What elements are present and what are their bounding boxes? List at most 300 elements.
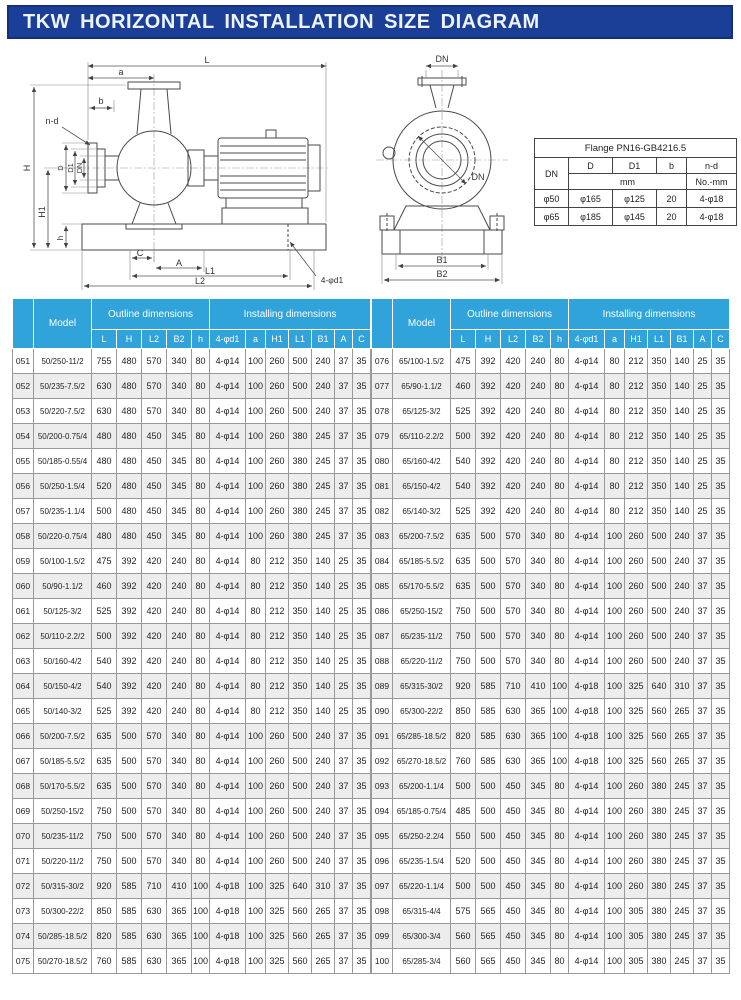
value-cell: 500	[476, 624, 501, 649]
header-col-10: A	[694, 330, 712, 349]
value-cell: 100	[605, 749, 625, 774]
value-cell: 240	[312, 849, 335, 874]
dim-label-D1: D1	[66, 163, 75, 173]
value-cell: 500	[117, 849, 142, 874]
value-cell: 100	[246, 774, 266, 799]
model-cell: 65/160-4/2	[393, 449, 451, 474]
value-cell: 35	[712, 624, 730, 649]
table-row	[372, 449, 730, 474]
value-cell: 37	[335, 399, 353, 424]
model-cell: 50/200-0.75/4	[34, 424, 92, 449]
value-cell: 500	[117, 824, 142, 849]
flange-cell: φ65	[535, 208, 569, 226]
value-cell: 480	[117, 424, 142, 449]
value-cell: 80	[192, 649, 210, 674]
value-cell: 570	[501, 624, 526, 649]
value-cell: 240	[671, 624, 694, 649]
value-cell: 80	[246, 674, 266, 699]
model-cell: 65/270-18.5/2	[393, 749, 451, 774]
dim-label-D: D	[56, 165, 65, 171]
value-cell: 570	[501, 549, 526, 574]
value-cell: 80	[192, 799, 210, 824]
table-row	[372, 699, 730, 724]
value-cell: 500	[289, 374, 312, 399]
value-cell: 80	[551, 374, 569, 399]
value-cell: 345	[526, 774, 551, 799]
value-cell: 100	[192, 874, 210, 899]
value-cell: 80	[605, 399, 625, 424]
row-number-cell: 078	[372, 399, 393, 424]
value-cell: 35	[712, 374, 730, 399]
table-row	[13, 349, 371, 374]
value-cell: 380	[648, 849, 671, 874]
value-cell: 635	[451, 574, 476, 599]
page-title-bar	[7, 5, 733, 39]
value-cell: 240	[167, 574, 192, 599]
value-cell: 392	[117, 674, 142, 699]
dim-label-DN: DN	[75, 162, 84, 174]
value-cell: 450	[142, 524, 167, 549]
value-cell: 25	[335, 549, 353, 574]
value-cell: 345	[526, 824, 551, 849]
model-cell: 50/100-1.5/2	[34, 549, 92, 574]
value-cell: 480	[117, 374, 142, 399]
value-cell: 750	[92, 799, 117, 824]
value-cell: 450	[501, 774, 526, 799]
table-row	[372, 424, 730, 449]
value-cell: 80	[551, 524, 569, 549]
value-cell: 4-φ18	[569, 749, 605, 774]
value-cell: 35	[712, 674, 730, 699]
value-cell: 380	[648, 949, 671, 974]
value-cell: 37	[694, 774, 712, 799]
value-cell: 4-φ14	[210, 524, 246, 549]
table-row	[372, 474, 730, 499]
value-cell: 35	[712, 424, 730, 449]
value-cell: 365	[167, 949, 192, 974]
value-cell: 35	[712, 599, 730, 624]
value-cell: 520	[451, 849, 476, 874]
table-row	[372, 599, 730, 624]
table-row	[372, 849, 730, 874]
value-cell: 37	[335, 474, 353, 499]
value-cell: 260	[266, 524, 289, 549]
value-cell: 140	[671, 499, 694, 524]
value-cell: 35	[353, 774, 371, 799]
value-cell: 4-φ18	[210, 899, 246, 924]
value-cell: 4-φ18	[569, 674, 605, 699]
value-cell: 4-φ14	[210, 449, 246, 474]
value-cell: 325	[625, 749, 648, 774]
value-cell: 500	[648, 649, 671, 674]
value-cell: 35	[353, 674, 371, 699]
value-cell: 25	[694, 374, 712, 399]
value-cell: 245	[671, 774, 694, 799]
value-cell: 570	[142, 724, 167, 749]
value-cell: 500	[92, 499, 117, 524]
value-cell: 35	[353, 899, 371, 924]
value-cell: 35	[712, 399, 730, 424]
flange-cell: 4-φ18	[687, 208, 737, 226]
value-cell: 100	[605, 774, 625, 799]
row-number-cell: 091	[372, 724, 393, 749]
value-cell: 380	[648, 874, 671, 899]
model-cell: 65/300-3/4	[393, 924, 451, 949]
flange-table-title: Flange PN16-GB4216.5	[535, 139, 737, 158]
model-cell: 50/185-5.5/2	[34, 749, 92, 774]
header-col-6: a	[246, 330, 266, 349]
dim-label-DN-inner: DN	[471, 172, 485, 182]
value-cell: 4-φ14	[210, 574, 246, 599]
row-number-cell: 067	[13, 749, 34, 774]
value-cell: 365	[167, 924, 192, 949]
value-cell: 820	[451, 724, 476, 749]
table-row	[13, 924, 371, 949]
value-cell: 260	[625, 574, 648, 599]
value-cell: 80	[192, 624, 210, 649]
value-cell: 35	[712, 899, 730, 924]
value-cell: 4-φ18	[210, 949, 246, 974]
value-cell: 140	[671, 474, 694, 499]
row-number-cell: 054	[13, 424, 34, 449]
row-number-cell: 080	[372, 449, 393, 474]
value-cell: 100	[605, 824, 625, 849]
value-cell: 4-φ14	[210, 399, 246, 424]
header-col-5: 4-φd1	[569, 330, 605, 349]
model-cell: 65/90-1.1/2	[393, 374, 451, 399]
value-cell: 265	[671, 724, 694, 749]
value-cell: 350	[648, 349, 671, 374]
value-cell: 37	[335, 874, 353, 899]
value-cell: 212	[266, 674, 289, 699]
value-cell: 480	[92, 524, 117, 549]
table-row	[13, 774, 371, 799]
value-cell: 345	[167, 499, 192, 524]
value-cell: 80	[192, 474, 210, 499]
value-cell: 540	[92, 674, 117, 699]
value-cell: 80	[192, 349, 210, 374]
value-cell: 500	[117, 799, 142, 824]
value-cell: 37	[335, 949, 353, 974]
value-cell: 140	[312, 599, 335, 624]
value-cell: 570	[142, 349, 167, 374]
model-cell: 50/250-15/2	[34, 799, 92, 824]
value-cell: 35	[353, 874, 371, 899]
value-cell: 570	[142, 374, 167, 399]
value-cell: 35	[353, 699, 371, 724]
value-cell: 340	[167, 724, 192, 749]
value-cell: 100	[605, 899, 625, 924]
value-cell: 80	[246, 624, 266, 649]
value-cell: 265	[671, 749, 694, 774]
row-number-cell: 065	[13, 699, 34, 724]
value-cell: 420	[501, 424, 526, 449]
table-row	[372, 499, 730, 524]
value-cell: 80	[551, 649, 569, 674]
value-cell: 212	[625, 374, 648, 399]
table-row	[13, 824, 371, 849]
row-number-cell: 087	[372, 624, 393, 649]
value-cell: 260	[625, 649, 648, 674]
flange-col-b: b	[657, 158, 687, 174]
value-cell: 500	[476, 874, 501, 899]
flange-unit-no-mm: No.-mm	[687, 174, 737, 190]
value-cell: 80	[551, 424, 569, 449]
value-cell: 100	[605, 599, 625, 624]
value-cell: 450	[501, 824, 526, 849]
value-cell: 35	[353, 549, 371, 574]
value-cell: 80	[246, 699, 266, 724]
value-cell: 35	[712, 924, 730, 949]
value-cell: 35	[712, 524, 730, 549]
model-cell: 65/300-22/2	[393, 699, 451, 724]
value-cell: 240	[167, 549, 192, 574]
row-number-cell: 092	[372, 749, 393, 774]
value-cell: 37	[694, 899, 712, 924]
value-cell: 560	[289, 949, 312, 974]
model-cell: 50/125-3/2	[34, 599, 92, 624]
header-row-number	[13, 299, 34, 349]
value-cell: 260	[625, 824, 648, 849]
value-cell: 4-φ14	[569, 949, 605, 974]
value-cell: 140	[312, 549, 335, 574]
value-cell: 37	[694, 699, 712, 724]
value-cell: 630	[142, 924, 167, 949]
value-cell: 340	[167, 399, 192, 424]
value-cell: 450	[501, 949, 526, 974]
value-cell: 420	[501, 474, 526, 499]
value-cell: 25	[694, 424, 712, 449]
value-cell: 140	[671, 399, 694, 424]
table-row	[13, 874, 371, 899]
header-col-9: B1	[671, 330, 694, 349]
value-cell: 37	[694, 524, 712, 549]
model-cell: 65/185-5.5/2	[393, 549, 451, 574]
value-cell: 35	[353, 449, 371, 474]
value-cell: 325	[625, 724, 648, 749]
value-cell: 4-φ14	[210, 724, 246, 749]
value-cell: 100	[605, 674, 625, 699]
row-number-cell: 068	[13, 774, 34, 799]
value-cell: 80	[192, 399, 210, 424]
value-cell: 920	[451, 674, 476, 699]
value-cell: 500	[476, 549, 501, 574]
model-cell: 50/235-11/2	[34, 824, 92, 849]
value-cell: 100	[246, 874, 266, 899]
value-cell: 245	[312, 474, 335, 499]
row-number-cell: 058	[13, 524, 34, 549]
model-cell: 50/235-7.5/2	[34, 374, 92, 399]
table-row	[13, 949, 371, 974]
value-cell: 4-φ14	[210, 849, 246, 874]
value-cell: 340	[526, 599, 551, 624]
value-cell: 100	[246, 799, 266, 824]
value-cell: 325	[266, 949, 289, 974]
value-cell: 100	[551, 674, 569, 699]
value-cell: 380	[648, 924, 671, 949]
value-cell: 305	[625, 899, 648, 924]
value-cell: 560	[289, 899, 312, 924]
value-cell: 420	[142, 649, 167, 674]
value-cell: 325	[266, 899, 289, 924]
dimension-table-left-mount	[12, 298, 371, 974]
value-cell: 420	[142, 624, 167, 649]
value-cell: 525	[451, 499, 476, 524]
value-cell: 4-φ14	[569, 799, 605, 824]
value-cell: 4-φ14	[210, 599, 246, 624]
header-col-8: L1	[289, 330, 312, 349]
model-cell: 65/150-4/2	[393, 474, 451, 499]
value-cell: 100	[246, 449, 266, 474]
model-cell: 65/125-3/2	[393, 399, 451, 424]
value-cell: 630	[501, 724, 526, 749]
value-cell: 750	[92, 849, 117, 874]
value-cell: 140	[312, 674, 335, 699]
row-number-cell: 062	[13, 624, 34, 649]
value-cell: 245	[671, 899, 694, 924]
row-number-cell: 081	[372, 474, 393, 499]
value-cell: 80	[551, 574, 569, 599]
flange-cell: φ165	[569, 190, 613, 208]
value-cell: 4-φ14	[210, 674, 246, 699]
header-col-7: H1	[266, 330, 289, 349]
header-col-2: L2	[142, 330, 167, 349]
value-cell: 240	[526, 449, 551, 474]
value-cell: 570	[501, 524, 526, 549]
value-cell: 140	[312, 649, 335, 674]
flange-cell: φ125	[613, 190, 657, 208]
value-cell: 35	[712, 699, 730, 724]
value-cell: 350	[648, 374, 671, 399]
value-cell: 635	[92, 749, 117, 774]
value-cell: 585	[476, 674, 501, 699]
value-cell: 325	[266, 874, 289, 899]
value-cell: 100	[246, 474, 266, 499]
value-cell: 37	[694, 924, 712, 949]
value-cell: 100	[605, 574, 625, 599]
value-cell: 80	[192, 749, 210, 774]
value-cell: 750	[92, 824, 117, 849]
value-cell: 240	[526, 399, 551, 424]
header-col-4: h	[551, 330, 569, 349]
value-cell: 260	[625, 549, 648, 574]
value-cell: 420	[142, 549, 167, 574]
value-cell: 260	[266, 374, 289, 399]
value-cell: 37	[694, 824, 712, 849]
value-cell: 80	[192, 574, 210, 599]
value-cell: 760	[451, 749, 476, 774]
table-row	[372, 574, 730, 599]
value-cell: 4-φ14	[569, 624, 605, 649]
table-row	[372, 774, 730, 799]
value-cell: 4-φ14	[210, 374, 246, 399]
value-cell: 212	[266, 624, 289, 649]
value-cell: 260	[625, 774, 648, 799]
row-number-cell: 057	[13, 499, 34, 524]
row-number-cell: 097	[372, 874, 393, 899]
value-cell: 392	[476, 374, 501, 399]
pump-side-view-diagram	[18, 50, 350, 290]
value-cell: 260	[266, 724, 289, 749]
row-number-cell: 082	[372, 499, 393, 524]
value-cell: 100	[605, 549, 625, 574]
value-cell: 420	[142, 674, 167, 699]
value-cell: 35	[712, 824, 730, 849]
header-col-3: B2	[526, 330, 551, 349]
value-cell: 37	[694, 599, 712, 624]
value-cell: 100	[192, 924, 210, 949]
value-cell: 80	[605, 374, 625, 399]
dim-label-L2: L2	[194, 276, 206, 286]
value-cell: 750	[451, 649, 476, 674]
value-cell: 350	[648, 399, 671, 424]
value-cell: 380	[648, 774, 671, 799]
value-cell: 480	[92, 424, 117, 449]
row-number-cell: 071	[13, 849, 34, 874]
value-cell: 500	[451, 874, 476, 899]
value-cell: 140	[312, 574, 335, 599]
value-cell: 305	[625, 949, 648, 974]
flange-cell: φ185	[569, 208, 613, 226]
value-cell: 4-φ14	[210, 624, 246, 649]
table-row	[13, 499, 371, 524]
table-row	[13, 474, 371, 499]
value-cell: 80	[605, 499, 625, 524]
value-cell: 35	[353, 849, 371, 874]
value-cell: 4-φ14	[569, 349, 605, 374]
value-cell: 212	[625, 449, 648, 474]
value-cell: 35	[353, 724, 371, 749]
value-cell: 565	[476, 949, 501, 974]
value-cell: 450	[501, 899, 526, 924]
value-cell: 35	[353, 349, 371, 374]
value-cell: 392	[117, 599, 142, 624]
value-cell: 80	[192, 549, 210, 574]
value-cell: 480	[117, 349, 142, 374]
value-cell: 4-φ14	[569, 874, 605, 899]
value-cell: 380	[289, 449, 312, 474]
value-cell: 480	[117, 449, 142, 474]
value-cell: 245	[671, 949, 694, 974]
value-cell: 635	[451, 524, 476, 549]
value-cell: 340	[167, 774, 192, 799]
model-cell: 65/170-5.5/2	[393, 574, 451, 599]
value-cell: 245	[671, 849, 694, 874]
value-cell: 37	[335, 824, 353, 849]
row-number-cell: 083	[372, 524, 393, 549]
value-cell: 4-φ14	[569, 424, 605, 449]
value-cell: 500	[476, 649, 501, 674]
value-cell: 365	[526, 724, 551, 749]
value-cell: 350	[289, 599, 312, 624]
model-cell: 65/250-15/2	[393, 599, 451, 624]
value-cell: 380	[289, 524, 312, 549]
value-cell: 560	[289, 924, 312, 949]
value-cell: 35	[353, 799, 371, 824]
row-number-cell: 073	[13, 899, 34, 924]
value-cell: 4-φ18	[569, 699, 605, 724]
value-cell: 500	[289, 749, 312, 774]
value-cell: 4-φ14	[210, 774, 246, 799]
value-cell: 4-φ14	[569, 399, 605, 424]
value-cell: 585	[117, 899, 142, 924]
value-cell: 80	[192, 374, 210, 399]
value-cell: 570	[142, 849, 167, 874]
value-cell: 450	[501, 924, 526, 949]
table-row	[13, 374, 371, 399]
value-cell: 540	[451, 449, 476, 474]
value-cell: 37	[335, 374, 353, 399]
